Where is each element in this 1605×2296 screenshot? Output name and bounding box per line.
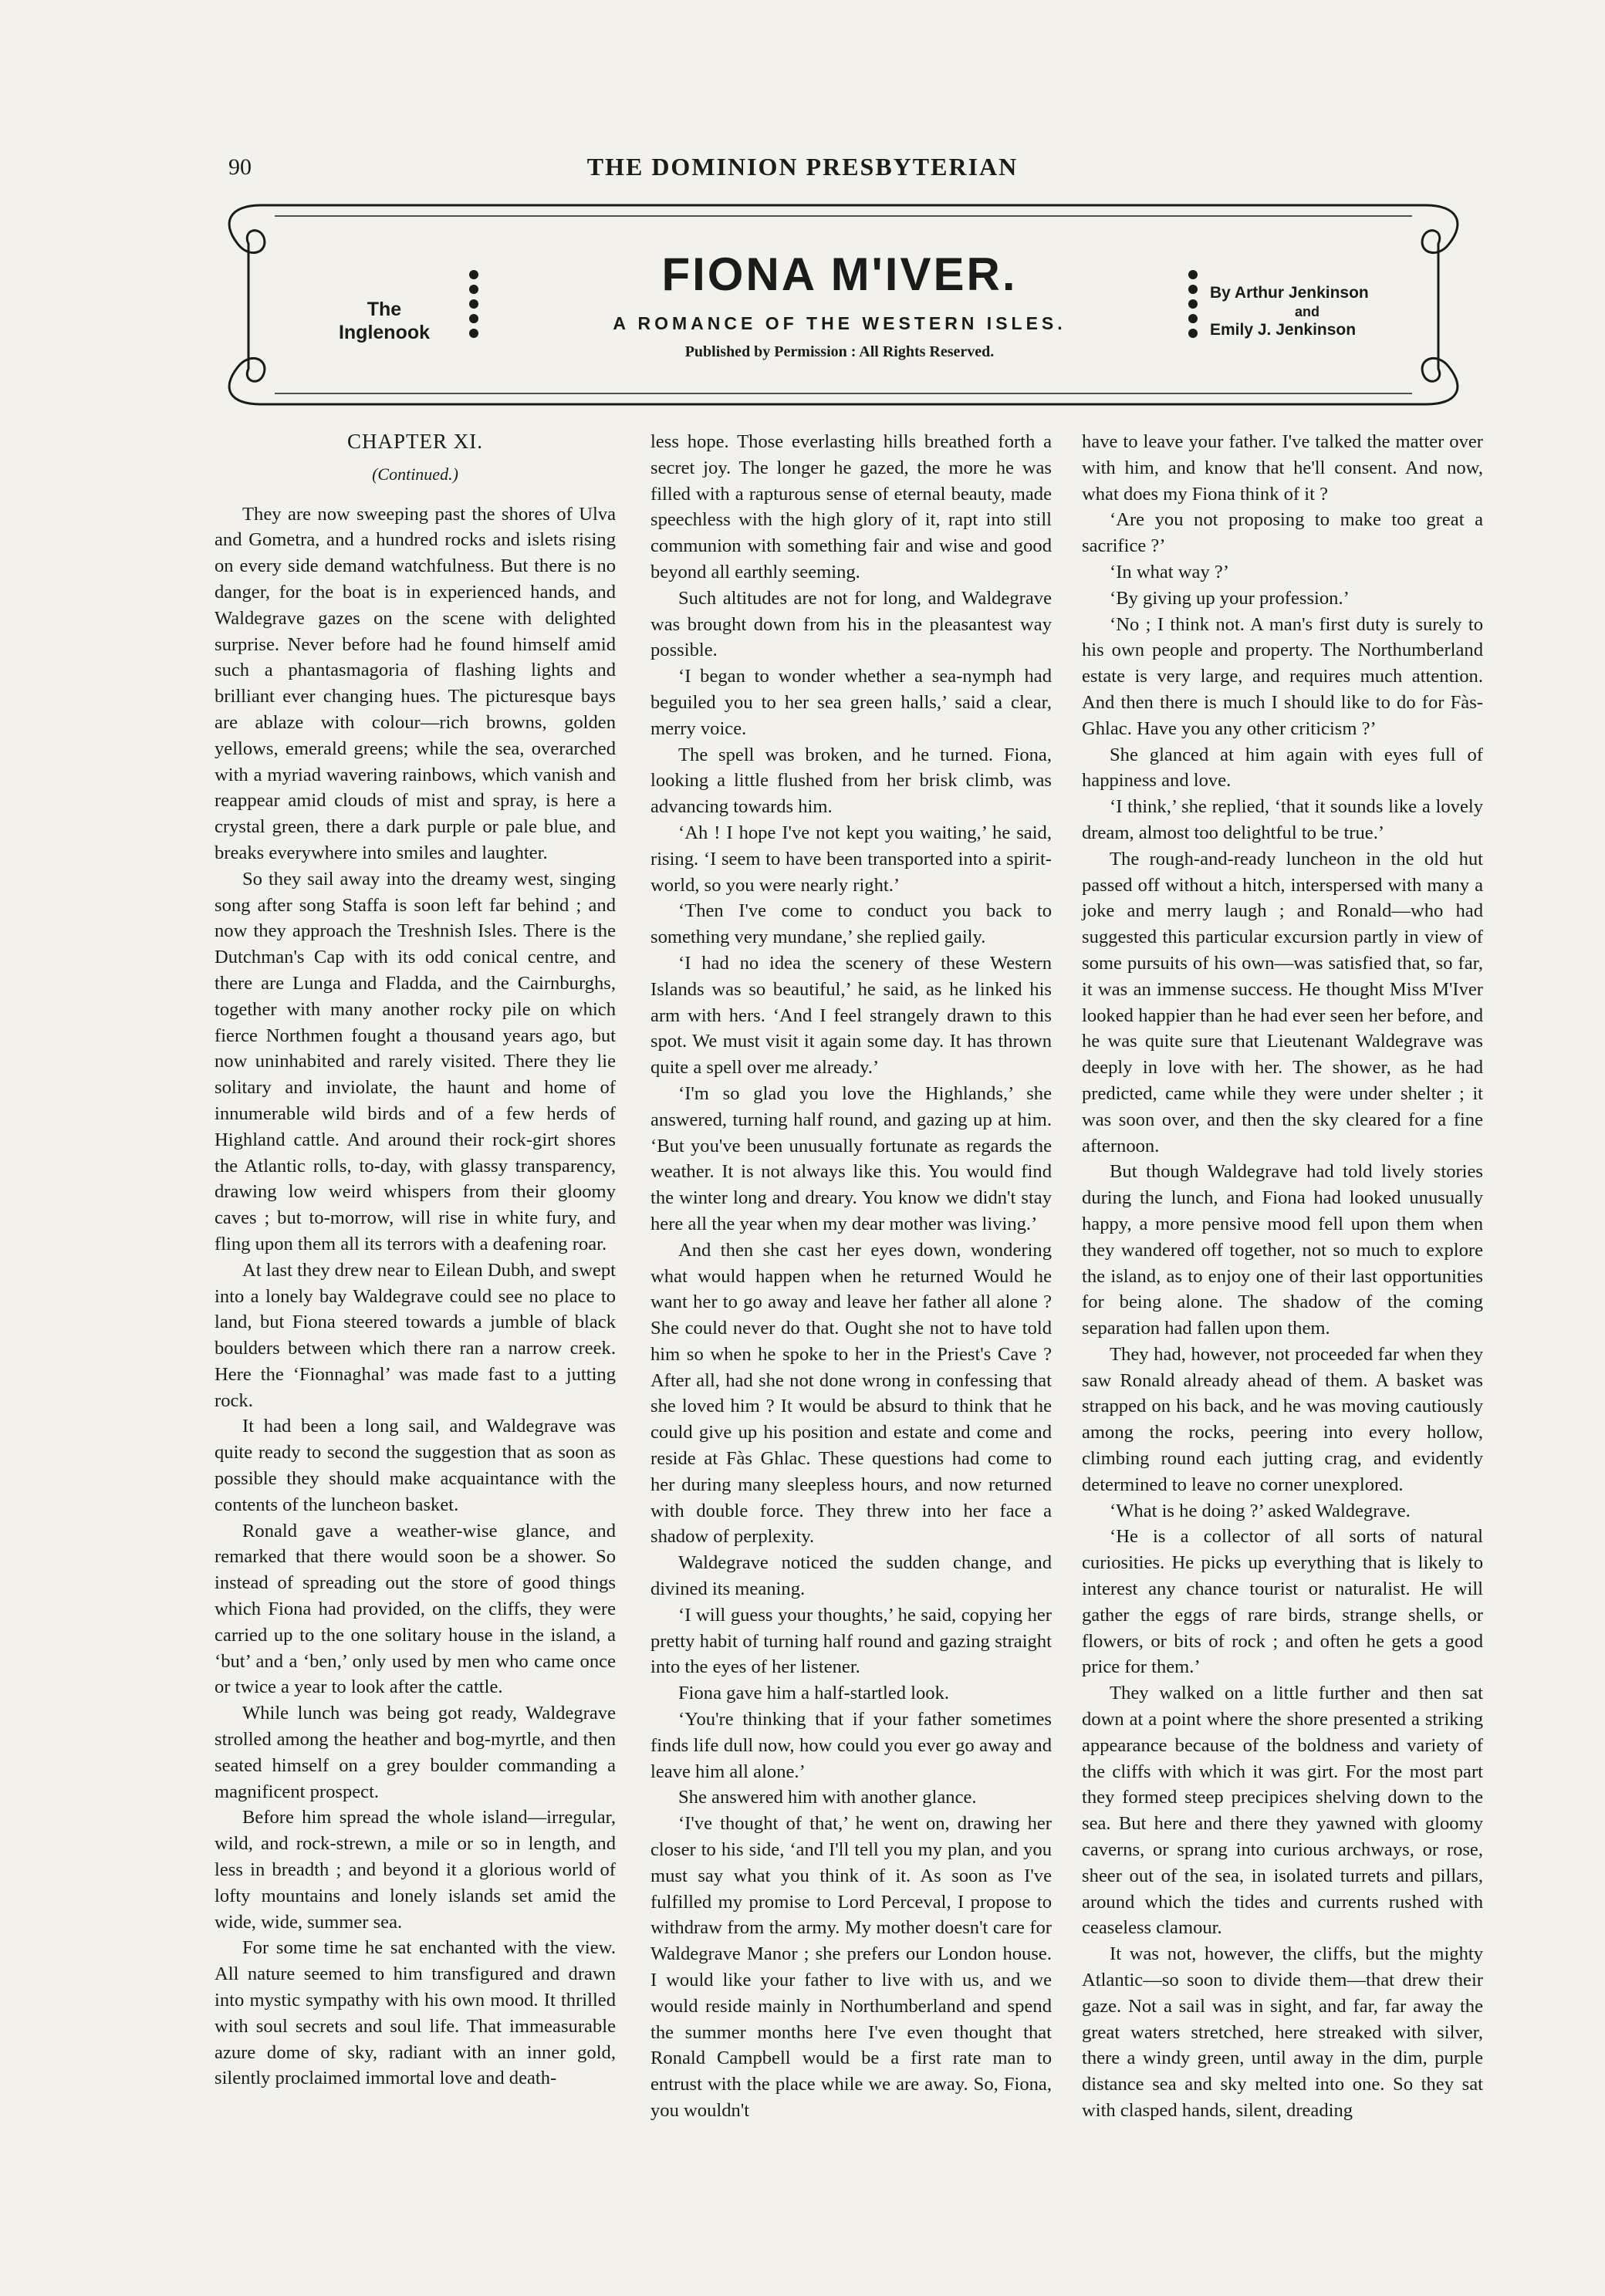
- paragraph: ‘Are you not proposing to make too great a sacrifice ?’: [1082, 509, 1483, 557]
- paragraph: ‘I'm so glad you love the Highlands,’ she answered, turning half round, and gazing up at him. ‘But you've been unusually fortunate as regards the weather. It is not always like this. You would find the winter long and dreary. You know we didn't stay here all the year when my dear mother was living.’: [650, 1082, 1052, 1234]
- byline-line: Emily J. Jenkinson: [1210, 321, 1357, 339]
- paragraph: ‘By giving up your profession.’: [1110, 587, 1350, 609]
- section-label-line: Inglenook: [338, 322, 431, 343]
- page-number: 90: [228, 154, 252, 180]
- left-dot-column: [469, 270, 480, 343]
- story-heading: [546, 247, 1133, 361]
- paragraph: less hope. Those everlasting hills breathed forth a secret joy. The longer he gazed, the more he was filled with a rapturous sense of eternal beauty, made speechless with the high glory of it, rapt into still communion with something fair and wise and good beyond all earthly seeming.: [650, 431, 1052, 582]
- story-banner: [215, 199, 1472, 409]
- paragraph: She answered him with another glance.: [678, 1787, 977, 1808]
- paragraph: ‘I began to wonder whether a sea-nymph had beguiled you to her sea green halls,’ said a clear, merry voice.: [650, 666, 1052, 739]
- text-column-1: [215, 429, 616, 2092]
- paragraph: For some time he sat enchanted with the view. All nature seemed to him transfigured and drawn into mystic sympathy with his own mood. It thrilled with soul secrets and soul life. That immeasurable azure dome of sky, radiant with an inner gold, silently proclaimed immortal love and death-: [215, 1937, 616, 2089]
- paragraph: They had, however, not proceeded far when they saw Ronald already ahead of them. A basket was strapped on his back, and he was moving cautiously among the rocks, peering into every hollow, climbing round each jutting crag, and evidently determined to leave no corner unexplored.: [1082, 1343, 1483, 1495]
- paragraph: It was not, however, the cliffs, but the mighty Atlantic—so soon to divide them—that drew their gaze. Not a sail was in sight, and far, far away the great waters stretched, here streaked with silver, there a windy green, until away in the dim, purple distance sea and sky melted into one. So they sat with clasped hands, silent, dreading: [1082, 1943, 1483, 2121]
- byline: [1210, 284, 1457, 339]
- paragraph: ‘I had no idea the scenery of these Western Islands was so beautiful,’ he said, as he linked his arm with hers. ‘And I feel strangely drawn to this spot. We must visit it again some day. It has thrown quite a spell over me already.’: [650, 952, 1052, 1079]
- paragraph: She glanced at him again with eyes full of happiness and love.: [1082, 744, 1483, 792]
- byline-line: By Arthur Jenkinson: [1210, 284, 1369, 302]
- paragraph: ‘I think,’ she replied, ‘that it sounds like a lovely dream, almost too delightful to be true.’: [1082, 796, 1483, 843]
- publication-title: THE DOMINION PRESBYTERIAN: [586, 153, 1019, 181]
- paragraph: But though Waldegrave had told lively stories during the lunch, and Fiona had looked unusually happy, a more pensive mood fell upon them when they wandered off together, not so much to explore the island, as to enjoy one of their last opportunities for being alone. The shadow of the coming separation had fallen upon them.: [1082, 1161, 1483, 1339]
- continued-note: (Continued.): [372, 464, 458, 484]
- right-dot-column: [1188, 270, 1199, 343]
- paragraph: The rough-and-ready luncheon in the old hut passed off without a hitch, interspersed with many a joke and merry laugh ; and Ronald—who had suggested this particular excursion partly in view of some pursuits of his own—was satisfied that, so far, it was an immense success. He thought Miss M'Iver looked happier than he had ever seen her before, and he was quite sure that Lieutenant Waldegrave was deeply in love with her. The shower, as he had predicted, came while they were under shelter ; it was soon over, and then the sky cleared for a fine afternoon.: [1082, 848, 1483, 1156]
- section-label: [323, 298, 446, 344]
- paragraph: Waldegrave noticed the sudden change, and divined its meaning.: [650, 1552, 1052, 1600]
- paragraph: ‘Ah ! I hope I've not kept you waiting,’ he said, rising. ‘I seem to have been transported into a spirit-world, so you were nearly right.’: [650, 822, 1052, 896]
- paragraph: They are now sweeping past the shores of Ulva and Gometra, and a hundred rocks and islets rising on every side demand watchfulness. But there is no danger, for the boat is in experienced hands, and Waldegrave gazes on the scene with delighted surprise. Never before had he found himself amid such a phantasmagoria of flashing lights and brilliant ever changing hues. The picturesque bays are ablaze with colour—rich browns, golden yellows, emerald greens; while the sea, overarched with a myriad wavering rainbows, which vanish and reappear amid clouds of mist and spray, is here a crystal green, there a dark purple or pale blue, and breaks everywhere into smiles and laughter.: [215, 503, 616, 863]
- paragraph: ‘He is a collector of all sorts of natural curiosities. He picks up everything that is likely to interest any chance tourist or naturalist. He will gather the eggs of rare birds, strange shells, or flowers, or bits of rock ; and often he gets a good price for them.’: [1082, 1526, 1483, 1678]
- byline-line: and: [1295, 304, 1320, 319]
- story-title: FIONA M'IVER.: [661, 248, 1018, 300]
- paragraph: Fiona gave him a half-startled look.: [678, 1683, 950, 1704]
- paragraph: ‘You're thinking that if your father sometimes finds life dull now, how could you ever go away and leave him all alone.’: [650, 1709, 1052, 1782]
- text-column-3: [1082, 429, 1483, 2124]
- paragraph: It had been a long sail, and Waldegrave was quite ready to second the suggestion that as soon as possible they should make acquaintance with the contents of the luncheon basket.: [215, 1416, 616, 1515]
- story-subtitle: A ROMANCE OF THE WESTERN ISLES.: [613, 313, 1066, 333]
- paragraph: ‘What is he doing ?’ asked Waldegrave.: [1110, 1500, 1411, 1521]
- paragraph: ‘I will guess your thoughts,’ he said, copying her pretty habit of turning half round and gazing straight into the eyes of her listener.: [650, 1604, 1052, 1678]
- paragraph: Before him spread the whole island—irregular, wild, and rock-strewn, a mile or so in length, and less in breadth ; and beyond it a glorious world of lofty mountains and lonely islands set amid the wide, wide, summer sea.: [215, 1807, 616, 1933]
- paragraph: So they sail away into the dreamy west, singing song after song Staffa is soon left far behind ; and now they approach the Treshnish Isles. There is the Dutchman's Cap with its odd conical centre, and there are Lunga and Fladda, and the Cairnburghs, together with many another rocky pile on which fierce Northmen fought a thousand years ago, but now uninhabited and rarely visited. There they lie solitary and inviolate, the haunt and home of innumerable wild birds and of a few herds of Highland cattle. And around their rock-girt shores the Atlantic rolls, to-day, with glassy transparency, drawing low weird whispers from their gloomy caves ; but to-morrow, will rise in white fury, and fling upon them all its terrors with a deafening roar.: [215, 868, 616, 1254]
- chapter-heading: CHAPTER XI.: [346, 430, 483, 453]
- paragraph: Such altitudes are not for long, and Waldegrave was brought down from his in the pleasantest way possible.: [650, 587, 1052, 661]
- text-column-2: [650, 429, 1052, 2124]
- paragraph: ‘Then I've come to conduct you back to something very mundane,’ she replied gaily.: [650, 900, 1052, 948]
- rights-note: Published by Permission : All Rights Reserved.: [684, 343, 995, 360]
- paragraph: At last they drew near to Eilean Dubh, and swept into a lonely bay Waldegrave could see no place to land, but Fiona steered towards a jumble of black boulders between which there ran a narrow creek. Here the ‘Fionnaghal’ was made fast to a jutting rock.: [215, 1259, 616, 1411]
- paragraph: have to leave your father. I've talked the matter over with him, and know that he'll consent. And now, what does my Fiona think of it ?: [1082, 431, 1483, 505]
- paragraph: ‘In what way ?’: [1110, 561, 1230, 582]
- paragraph: And then she cast her eyes down, wondering what would happen when he returned Would he want her to go away and leave her father all alone ? She could never do that. Ought she not to have told him so when he spoke to her in the Priest's Cave ? After all, had she not done wrong in confessing that she loved him ? It would be absurd to think that he could give up his position and estate and come and reside at Fàs Ghlac. These questions had come to her during many sleepless hours, and now returned with double force. They threw into her face a shadow of perplexity.: [650, 1239, 1052, 1548]
- paragraph: While lunch was being got ready, Waldegrave strolled among the heather and bog-myrtle, and then seated himself on a grey boulder commanding a magnificent prospect.: [215, 1703, 616, 1802]
- section-label-line: The: [367, 299, 402, 320]
- paragraph: The spell was broken, and he turned. Fiona, looking a little flushed from her brisk climb, was advancing towards him.: [650, 744, 1052, 818]
- paragraph: ‘I've thought of that,’ he went on, drawing her closer to his side, ‘and I'll tell you my plan, and you must say what you think of it. As soon as I've fulfilled my promise to Lord Perceval, I propose to withdraw from the army. My mother doesn't care for Waldegrave Manor ; she prefers our London house. I would like your father to live with us, and we would reside mainly in Northumberland and spend the summer months here I've even thought that Ronald Campbell would be a first rate man to entrust with the place while we are away. So, Fiona, you wouldn't: [650, 1813, 1052, 2121]
- paragraph: Ronald gave a weather-wise glance, and remarked that there would soon be a shower. So instead of spreading out the store of good things which Fiona had provided, on the cliffs, they were carried up to the one solitary house in the island, a ‘but’ and a ‘ben,’ only used by men who came once or twice a year to look after the cattle.: [215, 1520, 616, 1698]
- paragraph: ‘No ; I think not. A man's first duty is surely to his own people and property. The Northumberland estate is very large, and requires much attention. And then there is much I should like to do for Fàs-Ghlac. Have you any other criticism ?’: [1082, 613, 1483, 739]
- paragraph: They walked on a little further and then sat down at a point where the shore presented a striking appearance because of the boldness and variety of the cliffs with which it was girt. For the most part they formed steep precipices shelving down to the sea. But here and there they yawned with gloomy caverns, or sprang into curious archways, or rose, sheer out of the sea, in isolated turrets and pillars, around which the tides and currents rushed with ceaseless clamour.: [1082, 1683, 1483, 1939]
